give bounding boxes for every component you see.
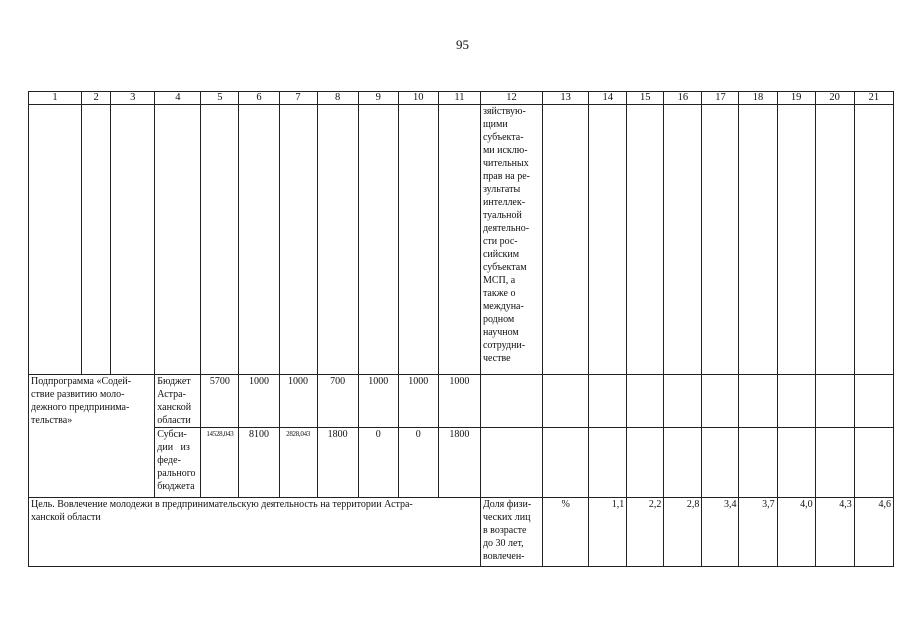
goal-value-20: 4,3 [815, 498, 854, 567]
header-col-4: 4 [155, 92, 201, 105]
header-col-8: 8 [317, 92, 358, 105]
regional-year-3: 700 [317, 375, 358, 428]
federal-year-3: 1800 [317, 428, 358, 498]
program-table [28, 91, 894, 567]
regional-year-5: 1000 [398, 375, 438, 428]
goal-value-14: 1,1 [589, 498, 627, 567]
indicator-text-cell: зяйствую- щими субъекта- ми исклю- чительных прав на ре- зультаты интеллек- туальной деятельно- сти рос- сийским субъектам МСП, а также о междуна- родном научном сотрудни- честве [480, 105, 542, 375]
header-col-20: 20 [815, 92, 854, 105]
header-col-6: 6 [239, 92, 279, 105]
federal-year-1: 8100 [239, 428, 279, 498]
goal-unit: % [543, 498, 589, 567]
header-col-17: 17 [702, 92, 739, 105]
header-col-3: 3 [111, 92, 155, 105]
header-col-18: 18 [739, 92, 777, 105]
goal-value-19: 4,0 [777, 498, 815, 567]
federal-total: 14528,043 [201, 428, 239, 498]
goal-value-16: 2,8 [664, 498, 702, 567]
header-col-1: 1 [29, 92, 82, 105]
header-col-14: 14 [589, 92, 627, 105]
goal-value-21: 4,6 [854, 498, 893, 567]
federal-year-2: 2828,043 [279, 428, 317, 498]
header-col-11: 11 [438, 92, 480, 105]
header-col-12: 12 [480, 92, 542, 105]
regional-year-4: 1000 [358, 375, 398, 428]
funding-source-regional: Бюджет Астра- ханской области [155, 375, 201, 428]
subprogram-regional-row [29, 375, 894, 428]
continuation-row [29, 105, 894, 375]
regional-year-1: 1000 [239, 375, 279, 428]
regional-total: 5700 [201, 375, 239, 428]
funding-source-federal: Субси- дии из феде- рального бюджета [155, 428, 201, 498]
header-col-2: 2 [82, 92, 111, 105]
goal-value-17: 3,4 [702, 498, 739, 567]
header-col-13: 13 [543, 92, 589, 105]
federal-year-4: 0 [358, 428, 398, 498]
header-col-16: 16 [664, 92, 702, 105]
header-row [29, 92, 894, 105]
regional-year-6: 1000 [438, 375, 480, 428]
header-col-15: 15 [627, 92, 664, 105]
federal-year-5: 0 [398, 428, 438, 498]
regional-year-2: 1000 [279, 375, 317, 428]
header-col-21: 21 [854, 92, 893, 105]
goal-value-15: 2,2 [627, 498, 664, 567]
goal-indicator: Доля физи- ческих лиц в возрасте до 30 лет, вовлечен- [480, 498, 542, 567]
goal-value-18: 3,7 [739, 498, 777, 567]
header-col-7: 7 [279, 92, 317, 105]
subprogram-name: Подпрограмма «Содей- ствие развитию моло- дежного предпринима- тельства» [29, 375, 155, 498]
header-col-19: 19 [777, 92, 815, 105]
subprogram-federal-row [29, 428, 894, 498]
federal-year-6: 1800 [438, 428, 480, 498]
header-col-5: 5 [201, 92, 239, 105]
header-col-9: 9 [358, 92, 398, 105]
page-number: 95 [456, 37, 469, 52]
goal-text: Цель. Вовлечение молодежи в предпринимательскую деятельность на территории Астра- ханской области [29, 498, 481, 567]
header-col-10: 10 [398, 92, 438, 105]
goal-row [29, 498, 894, 567]
